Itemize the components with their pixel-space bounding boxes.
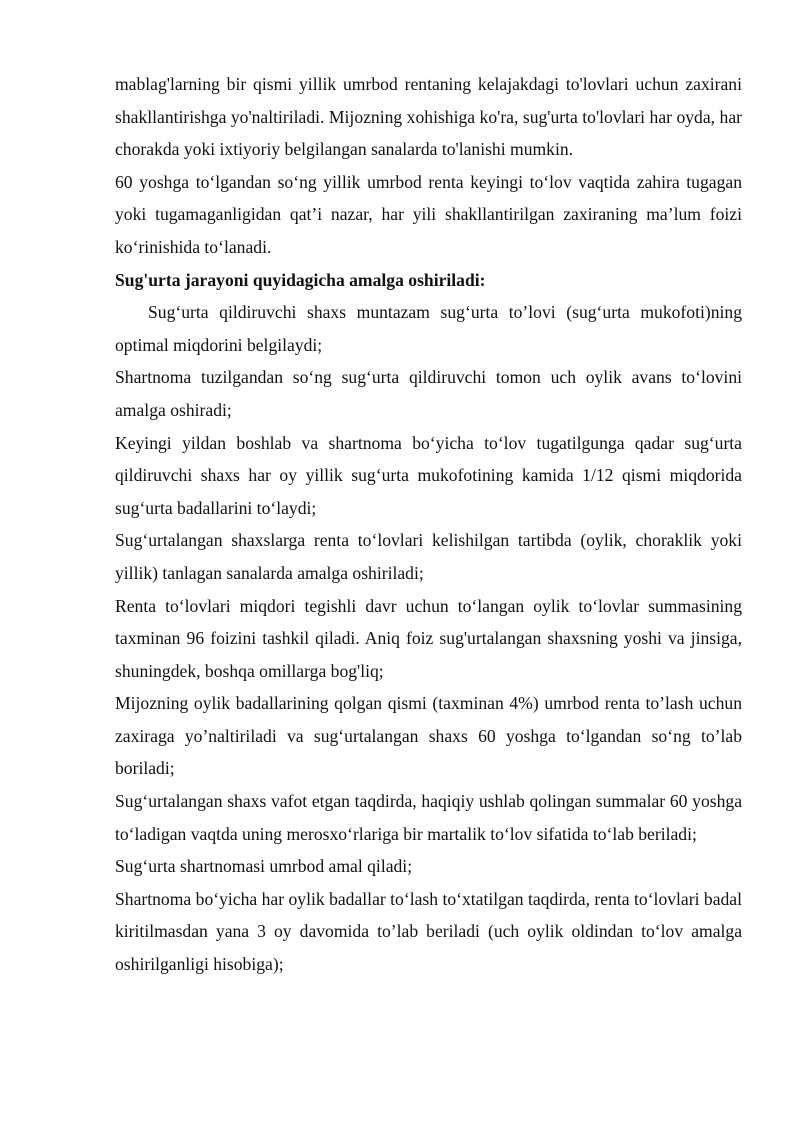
list-item: Sug‘urtalangan shaxslarga renta to‘lovlari kelishilgan tartibda (oylik, choraklik yoki yillik) tanlagan sanalarda amalga oshiriladi; [115,530,742,583]
list-item: Shartnoma tuzilgandan so‘ng sug‘urta qildiruvchi tomon uch oylik avans to‘lovini amalga oshiradi; [115,367,742,420]
section-heading: Sug'urta jarayoni quyidagicha amalga oshiriladi: [115,269,486,290]
paragraph-annuity: 60 yoshga to‘lgandan so‘ng yillik umrbod renta keyingi to‘lov vaqtida zahira tugagan yoki tugamaganligidan qat’i nazar, har yili shakllantirilgan zaxiraning ma’lum foizi ko‘rinishida to‘lanadi. [115,171,742,257]
list-item: Sug‘urtalangan shaxs vafot etgan taqdirda, haqiqiy ushlab qolingan summalar 60 yoshga to‘ladigan vaqtda uning merosxo‘rlariga bir martalik to‘lov sifatida to‘lab beriladi; [115,791,742,844]
list-item: Shartnoma bo‘yicha har oylik badallar to‘lash to‘xtatilgan taqdirda, renta to‘lovlari badal kiritilmasdan yana 3 oy davomida to’lab beriladi (uch oylik oldindan to‘lov amalga oshirilganligi hisobiga); [115,888,742,975]
list-item: Keyingi yildan boshlab va shartnoma bo‘yicha to‘lov tugatilgunga qadar sug‘urta qildiruvchi shaxs har oy yillik sug‘urta mukofotining kamida 1/12 qismi miqdorida sug‘urta badallarini to‘laydi; [115,432,742,518]
list-item: Sug‘urta shartnomasi umrbod amal qiladi; [115,856,413,877]
list-item: Sug‘urta qildiruvchi shaxs muntazam sug‘urta to’lovi (sug‘urta mukofoti)ning optimal miqdorini belgilaydi; [115,302,742,355]
list-item: Mijozning oylik badallarining qolgan qismi (taxminan 4%) umrbod renta to’lash uchun zaxiraga yo’naltiriladi va sug‘urtalangan shaxs 60 yoshga to‘lgandan so‘ng to’lab boriladi; [115,693,742,779]
list-item: Renta to‘lovlari miqdori tegishli davr uchun to‘langan oylik to‘lovlar summasining taxminan 96 foizini tashkil qiladi. Aniq foiz sug'urtalangan shaxsning yoshi va jinsiga, shuningdek, boshqa omillarga bog'liq; [115,595,742,681]
paragraph-reserve: mablag'larning bir qismi yillik umrbod rentaning kelajakdagi to'lovlari uchun zaxirani shakllantirishga yo'naltiriladi. Mijozning xohishiga ko'ra, sug'urta to'lovlari har oyda, har chorakda yoki ixtiyoriy belgilangan sanalarda to'lanishi mumkin. [115,74,742,160]
